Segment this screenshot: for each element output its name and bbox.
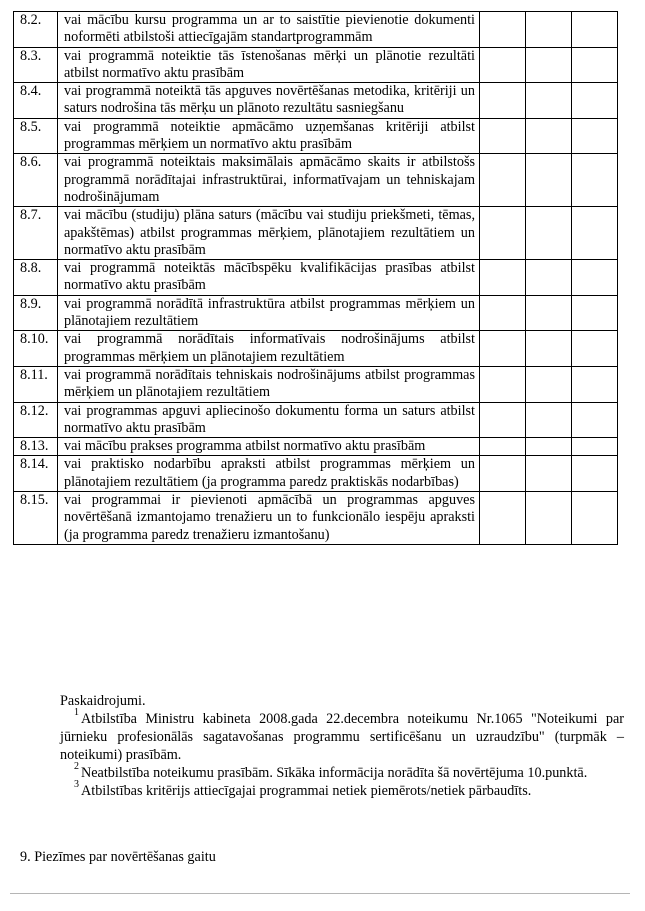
assessment-cell-1[interactable]: [480, 492, 526, 545]
criteria-table: [13, 11, 618, 545]
assessment-cell-1[interactable]: [480, 402, 526, 438]
assessment-cell-2[interactable]: [526, 492, 572, 545]
assessment-cell-2[interactable]: [526, 366, 572, 402]
assessment-cell-1[interactable]: [480, 154, 526, 207]
assessment-cell-2[interactable]: [526, 402, 572, 438]
table-row: [14, 12, 618, 48]
assessment-cell-3[interactable]: [572, 331, 618, 367]
assessment-cell-3[interactable]: [572, 492, 618, 545]
assessment-cell-2[interactable]: [526, 83, 572, 119]
row-number: 8.13.: [14, 438, 58, 456]
criterion-text: vai programmā noteiktā tās apguves novērtēšanas metodika, kritēriji un saturs nodrošina tās mērķu un plānoto rezultātu sasniegšanu: [58, 83, 480, 119]
criteria-table-body: [14, 12, 618, 545]
assessment-cell-3[interactable]: [572, 295, 618, 331]
footnote-mark: 2: [74, 761, 79, 773]
table-row: [14, 331, 618, 367]
assessment-cell-1[interactable]: [480, 83, 526, 119]
assessment-cell-2[interactable]: [526, 12, 572, 48]
explanations-heading: Paskaidrojumi.: [60, 693, 146, 709]
assessment-cell-2[interactable]: [526, 47, 572, 83]
assessment-cell-2[interactable]: [526, 154, 572, 207]
criterion-text: vai mācību (studiju) plāna saturs (mācību vai studiju priekšmeti, tēmas, apakštēmas) atbilst programmas mērķiem, plānotajiem rezultātiem un normatīvo aktu prasībām: [58, 207, 480, 260]
table-row: [14, 456, 618, 492]
row-number: 8.11.: [14, 366, 58, 402]
row-number: 8.12.: [14, 402, 58, 438]
criterion-text: vai programmā noteiktās mācībspēku kvalifikācijas prasības atbilst normatīvo aktu prasībām: [58, 260, 480, 296]
criterion-text: vai programmā norādītais tehniskais nodrošinājums atbilst programmas mērķiem un plānotajiem rezultātiem: [58, 366, 480, 402]
row-number: 8.7.: [14, 207, 58, 260]
footnote-1: [60, 707, 624, 764]
footnote-3: [60, 779, 624, 800]
row-number: 8.2.: [14, 12, 58, 48]
criterion-text: vai praktisko nodarbību apraksti atbilst programmas mērķiem un plānotajiem rezultātiem (ja programma paredz praktiskās nodarbības): [58, 456, 480, 492]
table-row: [14, 260, 618, 296]
assessment-cell-3[interactable]: [572, 456, 618, 492]
assessment-cell-1[interactable]: [480, 366, 526, 402]
assessment-cell-1[interactable]: [480, 260, 526, 296]
assessment-cell-3[interactable]: [572, 83, 618, 119]
table-row: [14, 438, 618, 456]
assessment-cell-1[interactable]: [480, 12, 526, 48]
criterion-text: vai programmā noteiktie tās īstenošanas mērķi un plānotie rezultāti atbilst normatīvo aktu prasībām: [58, 47, 480, 83]
table-row: [14, 47, 618, 83]
criterion-text: vai programmas apguvi apliecinošo dokumentu forma un saturs atbilst normatīvo aktu prasībām: [58, 402, 480, 438]
assessment-cell-2[interactable]: [526, 438, 572, 456]
footnote-2: [60, 761, 624, 782]
assessment-cell-1[interactable]: [480, 331, 526, 367]
table-row: [14, 83, 618, 119]
assessment-cell-1[interactable]: [480, 456, 526, 492]
assessment-cell-1[interactable]: [480, 295, 526, 331]
criterion-text: vai programmai ir pievienoti apmācībā un programmas apguves novērtēšanā izmantojamo trenažieru un to funkcionālo iespēju apraksti (ja programma paredz trenažieru izmantošanu): [58, 492, 480, 545]
assessment-cell-3[interactable]: [572, 12, 618, 48]
table-row: [14, 207, 618, 260]
section-9-title: 9. Piezīmes par novērtēšanas gaitu: [20, 849, 216, 865]
row-number: 8.3.: [14, 47, 58, 83]
footnote-mark: 3: [74, 779, 79, 791]
criterion-text: vai programmā noteiktie apmācāmo uzņemšanas kritēriji atbilst programmas mērķiem un normatīvo aktu prasībām: [58, 118, 480, 154]
table-row: [14, 402, 618, 438]
table-row: [14, 492, 618, 545]
table-row: [14, 295, 618, 331]
criterion-text: vai programmā noteiktais maksimālais apmācāmo skaits ir atbilstošs programmā norādītajai infrastruktūrai, informatīvajam un tehniskajam nodrošinājumam: [58, 154, 480, 207]
assessment-cell-3[interactable]: [572, 438, 618, 456]
assessment-cell-1[interactable]: [480, 438, 526, 456]
assessment-cell-2[interactable]: [526, 260, 572, 296]
criterion-text: vai mācību kursu programma un ar to saistītie pievienotie dokumenti noformēti atbilstoši attiecīgajām standartprogrammām: [58, 12, 480, 48]
criterion-text: vai programmā norādītā infrastruktūra atbilst programmas mērķiem un plānotajiem rezultātiem: [58, 295, 480, 331]
footnote-text: Atbilstības kritērijs attiecīgajai programmai netiek piemērots/netiek pārbaudīts.: [81, 783, 532, 799]
assessment-cell-1[interactable]: [480, 47, 526, 83]
table-row: [14, 366, 618, 402]
row-number: 8.5.: [14, 118, 58, 154]
assessment-cell-3[interactable]: [572, 366, 618, 402]
explanations-section: [60, 692, 624, 800]
assessment-cell-3[interactable]: [572, 47, 618, 83]
assessment-cell-2[interactable]: [526, 207, 572, 260]
assessment-cell-2[interactable]: [526, 331, 572, 367]
footnote-text: Atbilstība Ministru kabineta 2008.gada 22.decembra noteikumu Nr.1065 "Noteikumi par jūrnieku profesionālās sagatavošanas programmu sertificēšanu un uzraudzību" (turpmāk – noteikumi) prasībām.: [60, 711, 624, 763]
row-number: 8.14.: [14, 456, 58, 492]
footnote-text: Neatbilstība noteikumu prasībām. Sīkāka informācija norādīta šā novērtējuma 10.punktā.: [81, 765, 588, 781]
assessment-cell-2[interactable]: [526, 118, 572, 154]
row-number: 8.8.: [14, 260, 58, 296]
assessment-cell-1[interactable]: [480, 207, 526, 260]
assessment-cell-3[interactable]: [572, 402, 618, 438]
assessment-cell-3[interactable]: [572, 154, 618, 207]
assessment-cell-2[interactable]: [526, 295, 572, 331]
criterion-text: vai programmā norādītais informatīvais nodrošinājums atbilst programmas mērķiem un plānotajiem rezultātiem: [58, 331, 480, 367]
row-number: 8.15.: [14, 492, 58, 545]
assessment-cell-1[interactable]: [480, 118, 526, 154]
row-number: 8.10.: [14, 331, 58, 367]
assessment-cell-3[interactable]: [572, 118, 618, 154]
assessment-cell-3[interactable]: [572, 260, 618, 296]
row-number: 8.9.: [14, 295, 58, 331]
footnote-mark: 1: [74, 707, 79, 719]
assessment-cell-2[interactable]: [526, 456, 572, 492]
row-number: 8.6.: [14, 154, 58, 207]
assessment-cell-3[interactable]: [572, 207, 618, 260]
table-row: [14, 154, 618, 207]
row-number: 8.4.: [14, 83, 58, 119]
page-footer-divider: [10, 893, 630, 894]
criterion-text: vai mācību prakses programma atbilst normatīvo aktu prasībām: [58, 438, 480, 456]
table-row: [14, 118, 618, 154]
